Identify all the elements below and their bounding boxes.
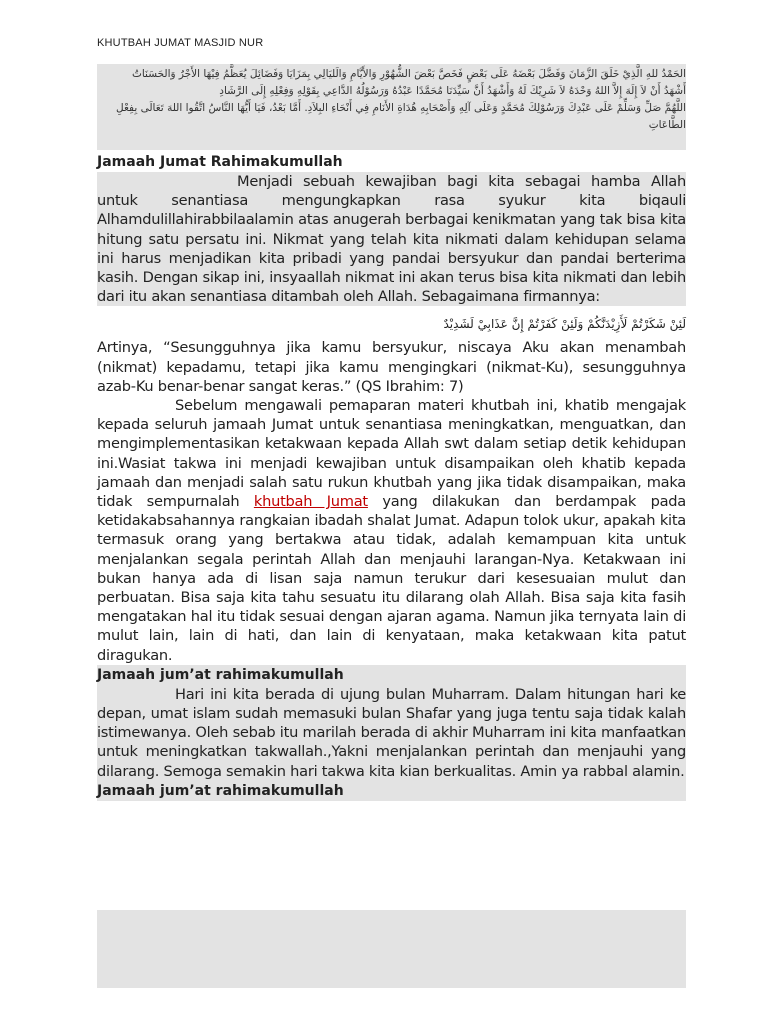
paragraph-gratitude: Menjadi sebuah kewajiban bagi kita sebagai hamba Allah untuk senantiasa mengungkapkan rasa syukur kita biqauli Alhamdulillahirabbilaalamin atas anugerah berbagai kenikmatan yang tak bisa kita hitung satu persatu ini. Nikmat yang telah kita nikmati dalam kehidupan selama ini harus menjadikan kita pribadi yang pandai bersyukur dan pandai berterima kasih. Dengan sikap ini, insyaallah nikmat ini akan terus bisa kita nikmati dan lebih dari itu akan senantiasa ditambah oleh Allah. Sebagaimana firmannya: — [97, 173, 686, 306]
paragraph-taqwa-text-a: Sebelum mengawali pemaparan materi khutbah ini, khatib mengajak kepada seluruh jamaah Jumat untuk senantiasa meningkatkan, menguatkan, dan mengimplementasikan ketakwaan kepada Allah swt dalam setiap detik kehidupan ini.Wasiat takwa ini menjadi kewajiban untuk disampaikan oleh khatib kepada jamaah dan menjadi salah satu rukun khutbah yang jika tidak disampaikan, maka tidak sempurnalah — [97, 397, 686, 511]
arabic-opening-block — [97, 64, 686, 150]
section-heading-3: Jamaah jum’at rahimakumullah — [97, 782, 344, 799]
document-content — [97, 152, 686, 801]
verse-translation: Artinya, “Sesungguhnya jika kamu bersyukur, niscaya Aku akan menambah (nikmat) kepadamu, tetapi jika kamu mengingkari (nikmat-Ku), sesungguhnya azab-Ku benar-benar sangat keras.” (QS Ibrahim: 7) — [97, 339, 686, 395]
khutbah-jumat-link[interactable]: khutbah Jumat — [253, 493, 368, 511]
empty-shaded-area — [97, 910, 686, 988]
paragraph-taqwa-text-b: yang dilakukan dan berdampak pada ketidakabsahannya rangkaian ibadah shalat Jumat. Adapun tolok ukur, apakah kita termasuk orang yang bertakwa atau tidak, adalah kemampuan kita untuk menjalankan segala perintah Allah dan menjauhi larangan-Nya. Ketakwaan ini bukan hanya ada di lisan saja namun terukur dari kesesuaian mulut dan perbuatan. Bisa saja kita tahu sesuatu itu dilarang olah Allah. Bisa saja kita fasih mengatakan hal itu tidak sesuai dengan ajaran agama. Namun jika ternyata lain di mulut lain, lain di hati, dan lain di kenyataan, maka ketakwaan kita patut diragukan. — [97, 493, 686, 664]
document-header: KHUTBAH JUMAT MASJID NUR — [97, 37, 264, 49]
arabic-opening-line-2: أَشْهَدُ أَنْ لاَ إِلَهَ إِلاَّ اللهُ وَحْدَهُ لاَ شَرِيْكَ لَهُ وَأَشْهَدُ أَنَّ سَيِّدَنَا مُحَمَّدًا عَبْدُهُ وَرَسُوْلُهُ الدَّاعِي بِقَوْلِهِ وَفِعْلِهِ إِلَى الرَّشَادِ — [219, 85, 686, 97]
arabic-opening-line-3: اللَّهُمَّ صَلِّ وَسَلِّمْ عَلَى عَبْدِكَ وَرَسُوْلِكَ مُحَمَّدٍ وَعَلَى آلِهِ وَأَصْحَابِهِ هُدَاةِ الأَنَامِ فِي أَنْحَاءِ البِلاَدِ. أَمَّا بَعْدُ، فَيَا أَيُّهَا النَّاسُ اتَّقُوا اللهَ تَعَالَى بِفِعْلِ الطَّاعَاتِ — [116, 102, 686, 131]
section-heading-2: Jamaah jum’at rahimakumullah — [97, 666, 344, 683]
section-3-shaded — [97, 665, 686, 801]
arabic-opening-line-1: الحَمْدُ للهِ الَّذِيْ خَلَقَ الزَّمَانَ وَفَضَّلَ بَعْضَهُ عَلَى بَعْضٍ فَخَصَّ بَعْضَ الشُّهُوْرِ وَالأَيَّامِ وَالَليَالِي بِمَزَايَا وَفَضَائِلَ يُعَظَّمُ فِيْهَا الأَجْرُ وَالحَسَنَاتُ — [131, 68, 686, 80]
section-1-shaded — [97, 172, 686, 306]
paragraph-taqwa — [97, 396, 686, 665]
paragraph-muharram: Hari ini kita berada di ujung bulan Muharram. Dalam hitungan hari ke depan, umat islam sudah memasuki bulan Shafar yang juga tentu saja tidak kalah istimewanya. Oleh sebab itu marilah berada di akhir Muharram ini kita manfaatkan untuk meningkatkan takwallah.,Yakni menjalankan perintah dan menjauhi yang dilarang. Semoga semakin hari takwa kita kian berkualitas. Amin ya rabbal alamin. — [97, 685, 686, 780]
quran-verse-arabic: لَئِنْ شَكَرْتُمْ لَأَزِيْدَنَّكُمْ وَلَئِنْ كَفَرْتُمْ إِنَّ عَذَابِيْ لَشَدِيْدٌ — [443, 317, 686, 332]
section-heading-1: Jamaah Jumat Rahimakumullah — [97, 154, 343, 170]
